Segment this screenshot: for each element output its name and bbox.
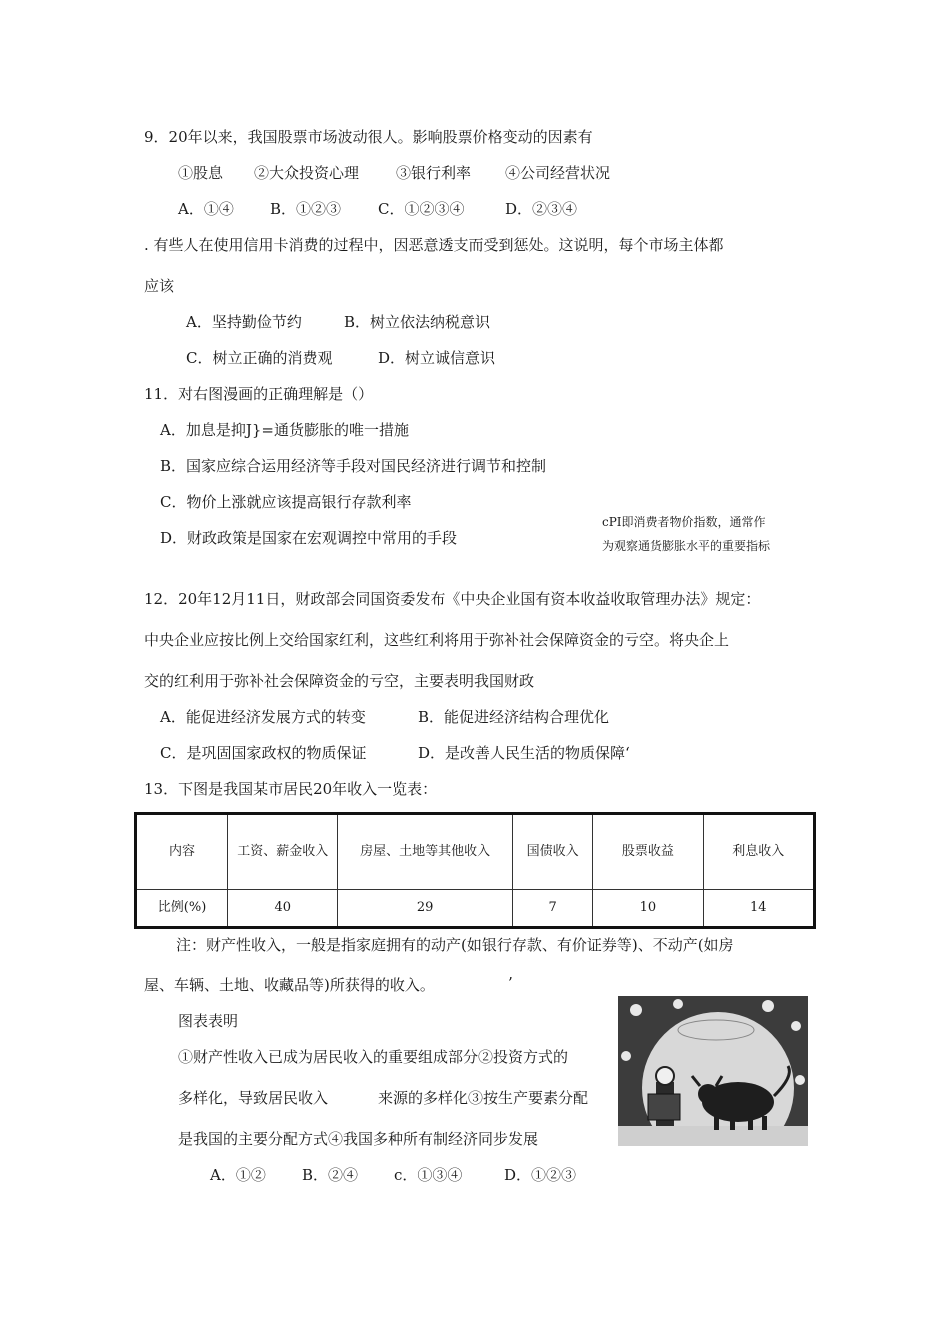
q12-option-a: A．能促进经济发展方式的转变 bbox=[160, 708, 366, 726]
table-col-bond: 国债收入 bbox=[512, 814, 592, 890]
q11-stem: 11．对右图漫画的正确理解是（） bbox=[144, 385, 374, 403]
q12-stem-line1: 12．20年12月11日，财政部会同国资委发布《中央企业国有资本收益收取管理办法》规定： bbox=[144, 590, 761, 608]
q11-option-c: C．物价上涨就应该提高银行存款利率 bbox=[160, 493, 412, 511]
cpi-note-line1: cPI即消费者物价指数，通常作 bbox=[602, 515, 766, 529]
table-cell: 40 bbox=[228, 890, 338, 928]
q9-item-4: ④公司经营状况 bbox=[505, 164, 611, 182]
q9-item-3: ③银行利率 bbox=[396, 164, 472, 182]
table-cell: 10 bbox=[593, 890, 703, 928]
q11-option-b: B．国家应综合运用经济等手段对国民经济进行调节和控制 bbox=[160, 457, 547, 475]
q13-items-line1: ①财产性收入已成为居民收入的重要组成部分②投资方式的 bbox=[178, 1048, 569, 1066]
q12-stem-line3: 交的红利用于弥补社会保障资金的亏空，主要表明我国财政 bbox=[144, 672, 535, 690]
cartoon-drawing bbox=[618, 996, 808, 1146]
q12-option-c: C．是巩固国家政权的物质保证 bbox=[160, 744, 367, 762]
q13-stem: 13．下图是我国某市居民20年收入一览表： bbox=[144, 780, 438, 798]
q10-option-b: B．树立依法纳税意识 bbox=[344, 313, 491, 331]
table-row-label: 比例(%) bbox=[136, 890, 228, 928]
q9-item-1: ①股息 bbox=[178, 164, 224, 182]
q10-option-c: C．树立正确的消费观 bbox=[186, 349, 333, 367]
table-row-header: 内容 bbox=[136, 814, 228, 890]
q10-stem-line2: 应该 bbox=[144, 277, 175, 295]
q9-item-2: ②大众投资心理 bbox=[254, 164, 360, 182]
q10-stem-line1: . 有些人在使用信用卡消费的过程中，因恶意透支而受到惩处。这说明，每个市场主体都 bbox=[144, 236, 724, 254]
q13-note-line1: 注：财产性收入，一般是指家庭拥有的动产(如银行存款、有价证券等)、不动产(如房 bbox=[176, 936, 734, 954]
cpi-note-line2: 为观察通货膨胀水平的重要指标 bbox=[602, 539, 771, 553]
table-col-interest: 利息收入 bbox=[703, 814, 814, 890]
table-cell: 29 bbox=[338, 890, 513, 928]
q13-chart-intro: 图表表明 bbox=[178, 1012, 239, 1030]
q10-option-d: D．树立诚信意识 bbox=[378, 349, 496, 367]
table-row bbox=[136, 890, 815, 928]
q12-stem-line2: 中央企业应按比例上交给国家红利，这些红利将用于弥补社会保障资金的亏空。将央企上 bbox=[144, 631, 730, 649]
q12-option-d: D．是改善人民生活的物质保障‘ bbox=[418, 744, 630, 762]
q9-stem: 9．20年以来，我国股票市场波动很人。影响股票价格变动的因素有 bbox=[144, 128, 593, 146]
q9-option-a: A．①④ bbox=[178, 200, 234, 218]
q13-option-c: c．①③④ bbox=[394, 1166, 463, 1184]
q13-option-a: A．①② bbox=[210, 1166, 266, 1184]
q9-option-d: D．②③④ bbox=[505, 200, 578, 218]
income-table bbox=[134, 812, 816, 929]
table-cell: 7 bbox=[512, 890, 592, 928]
q13-items-line2a: 多样化，导致居民收入 bbox=[178, 1089, 329, 1107]
q13-option-d: D．①②③ bbox=[504, 1166, 577, 1184]
q10-option-a: A．坚持勤俭节约 bbox=[186, 313, 302, 331]
table-col-wage: 工资、薪金收入 bbox=[228, 814, 338, 890]
q13-option-b: B．②④ bbox=[302, 1166, 359, 1184]
table-col-stock: 股票收益 bbox=[593, 814, 703, 890]
q9-option-c: C．①②③④ bbox=[378, 200, 465, 218]
q9-option-b: B．①②③ bbox=[270, 200, 342, 218]
q12-option-b: B．能促进经济结构合理优化 bbox=[418, 708, 610, 726]
table-cell: 14 bbox=[703, 890, 814, 928]
q13-note-mark: ’ bbox=[508, 974, 513, 992]
q11-option-d: D．财政政策是国家在宏观调控中常用的手段 bbox=[160, 529, 458, 547]
q13-items-line2b: 来源的多样化③按生产要素分配 bbox=[378, 1089, 589, 1107]
q13-items-line3: 是我国的主要分配方式④我国多种所有制经济同步发展 bbox=[178, 1130, 539, 1148]
table-header-row bbox=[136, 814, 815, 890]
q13-note-line2: 屋、车辆、土地、收藏品等)所获得的收入。 bbox=[144, 976, 435, 994]
cartoon-image bbox=[618, 996, 808, 1146]
table-col-property: 房屋、土地等其他收入 bbox=[338, 814, 513, 890]
q11-option-a: A．加息是抑J}=通货膨胀的唯一措施 bbox=[160, 421, 409, 439]
